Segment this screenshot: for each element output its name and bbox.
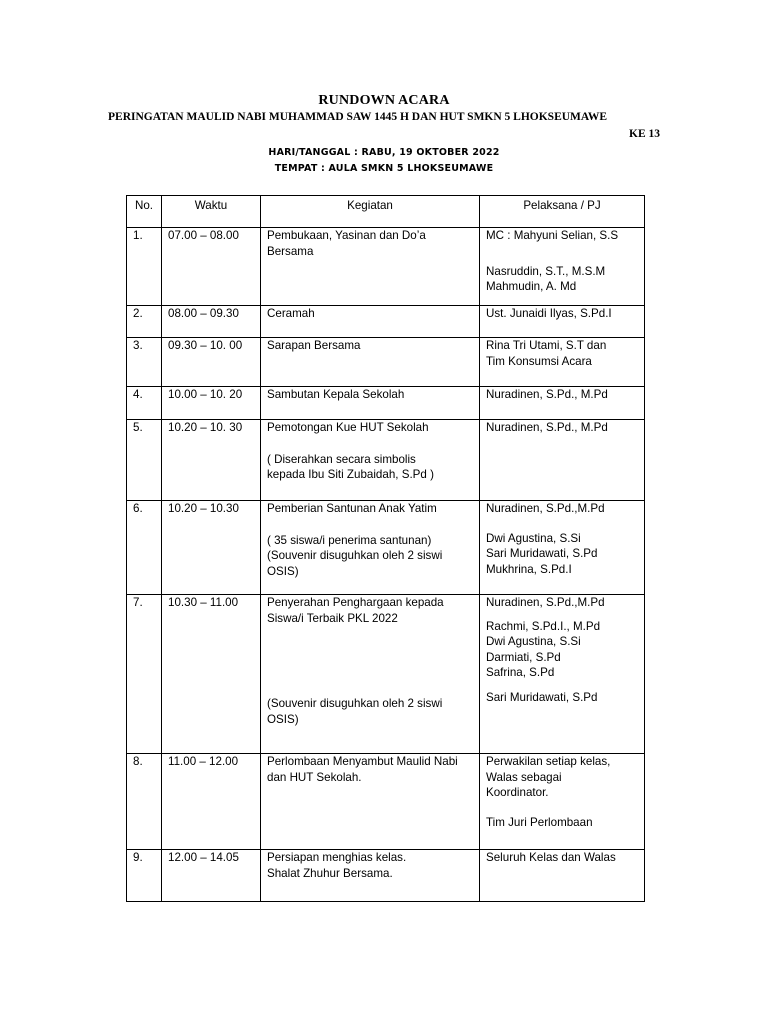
row-time: 07.00 – 08.00 (162, 228, 261, 306)
row-activity (261, 228, 480, 306)
activity-text: Pembukaan, Yasinan dan Do’a Bersama (267, 229, 426, 258)
table-row (127, 338, 645, 387)
table-row (127, 420, 645, 501)
table-row (127, 228, 645, 306)
row-time: 10.20 – 10.30 (162, 501, 261, 595)
row-number: 8. (127, 754, 162, 850)
row-person-in-charge (480, 850, 645, 902)
row-person-in-charge (480, 754, 645, 850)
row-person-in-charge (480, 228, 645, 306)
row-activity (261, 338, 480, 387)
row-activity (261, 595, 480, 754)
row-person-in-charge (480, 595, 645, 754)
activity-text: ( 35 siswa/i penerima santunan) (Souvenir disuguhkan oleh 2 siswi OSIS) (267, 533, 443, 578)
activity-text: ( Diserahkan secara simbolis kepada Ibu Siti Zubaidah, S.Pd ) (267, 452, 434, 481)
rundown-table (126, 195, 645, 902)
activity-text: Persiapan menghias kelas. Shalat Zhuhur Bersama. (267, 851, 407, 880)
row-person-in-charge (480, 306, 645, 338)
table-row (127, 306, 645, 338)
pic-text: Nasruddin, S.T., M.S.M Mahmudin, A. Md (486, 264, 606, 293)
row-number: 9. (127, 850, 162, 902)
row-activity (261, 420, 480, 501)
pic-text: Rachmi, S.Pd.I., M.Pd Dwi Agustina, S.Si Darmiati, S.Pd Safrina, S.Pd (486, 619, 601, 679)
table-header-row (127, 196, 645, 228)
pic-text: Rina Tri Utami, S.T dan Tim Konsumsi Acara (486, 339, 607, 368)
pic-text: Nuradinen, S.Pd.,M.Pd (486, 502, 605, 515)
row-time: 10.20 – 10. 30 (162, 420, 261, 501)
row-activity (261, 850, 480, 902)
pic-text: Sari Muridawati, S.Pd (486, 690, 598, 704)
event-date: HARI/TANGGAL : RABU, 19 OKTOBER 2022 (268, 147, 500, 158)
activity-text: Penyerahan Penghargaan kepada Siswa/i Terbaik PKL 2022 (267, 596, 444, 625)
column-header-time: Waktu (162, 196, 261, 228)
activity-text: (Souvenir disuguhkan oleh 2 siswi OSIS) (267, 697, 443, 726)
row-number: 1. (127, 228, 162, 306)
pic-text: Ust. Junaidi Ilyas, S.Pd.I (486, 307, 612, 320)
row-time: 09.30 – 10. 00 (162, 338, 261, 387)
table-row (127, 754, 645, 850)
pic-text: Seluruh Kelas dan Walas (486, 851, 616, 864)
activity-text: Perlombaan Menyambut Maulid Nabi dan HUT Sekolah. (267, 755, 458, 784)
row-time: 10.00 – 10. 20 (162, 387, 261, 420)
pic-text: MC : Mahyuni Selian, S.S (486, 229, 619, 242)
activity-text: Pemotongan Kue HUT Sekolah (267, 421, 429, 434)
row-activity (261, 754, 480, 850)
row-person-in-charge (480, 387, 645, 420)
pic-text: Nuradinen, S.Pd., M.Pd (486, 421, 608, 434)
column-header-pic: Pelaksana / PJ (480, 196, 645, 228)
pic-text: Nuradinen, S.Pd., M.Pd (486, 388, 608, 401)
row-time: 11.00 – 12.00 (162, 754, 261, 850)
table-row (127, 850, 645, 902)
row-number: 6. (127, 501, 162, 595)
row-person-in-charge (480, 420, 645, 501)
row-time: 10.30 – 11.00 (162, 595, 261, 754)
pic-text: Perwakilan setiap kelas, Walas sebagai Koordinator. (486, 755, 611, 799)
row-activity (261, 501, 480, 595)
activity-text: Pemberian Santunan Anak Yatim (267, 502, 437, 515)
row-number: 4. (127, 387, 162, 420)
activity-text: Sarapan Bersama (267, 339, 361, 352)
column-header-no: No. (127, 196, 162, 228)
pic-text: Dwi Agustina, S.Si Sari Muridawati, S.Pd Mukhrina, S.Pd.I (486, 531, 598, 576)
table-row (127, 595, 645, 754)
row-person-in-charge (480, 501, 645, 595)
row-activity (261, 306, 480, 338)
row-time: 08.00 – 09.30 (162, 306, 261, 338)
column-header-activity: Kegiatan (261, 196, 480, 228)
activity-text: Ceramah (267, 307, 315, 320)
row-number: 3. (127, 338, 162, 387)
table-row (127, 501, 645, 595)
row-number: 2. (127, 306, 162, 338)
row-number: 7. (127, 595, 162, 754)
pic-text: Tim Juri Perlombaan (486, 815, 593, 829)
document-title: RUNDOWN ACARA (318, 93, 450, 108)
activity-text: Sambutan Kepala Sekolah (267, 388, 405, 401)
table-row (127, 387, 645, 420)
row-activity (261, 387, 480, 420)
row-time: 12.00 – 14.05 (162, 850, 261, 902)
document-subtitle: PERINGATAN MAULID NABI MUHAMMAD SAW 1445 H DAN HUT SMKN 5 LHOKSEUMAWE (108, 111, 608, 123)
event-place: TEMPAT : AULA SMKN 5 LHOKSEUMAWE (274, 163, 494, 174)
row-person-in-charge (480, 338, 645, 387)
pic-text: Nuradinen, S.Pd.,M.Pd (486, 596, 605, 609)
row-number: 5. (127, 420, 162, 501)
document-subtitle-continued: KE 13 (629, 128, 660, 140)
